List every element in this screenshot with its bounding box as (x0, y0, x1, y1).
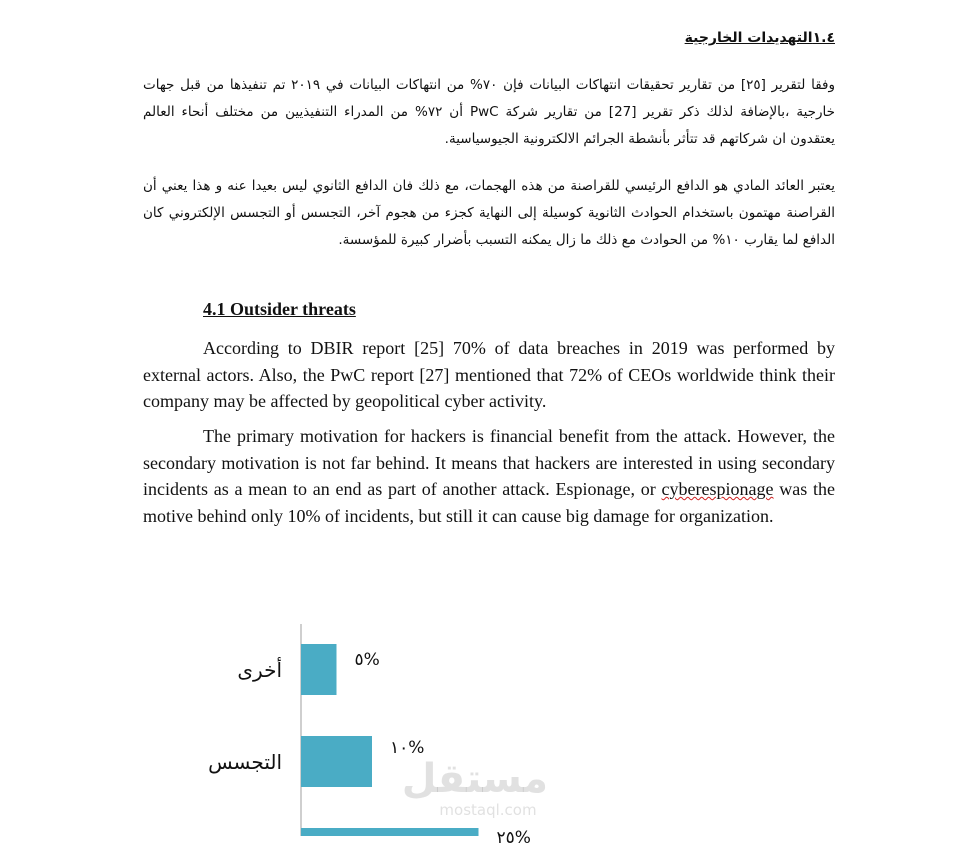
chart-category-label: أخرى (237, 658, 282, 682)
mostaql-watermark (401, 756, 548, 819)
chart-value-label: %٥ (354, 650, 380, 670)
english-paragraph-2-part-a: The primary motivation for hackers is financial benefit from the attack. However, the secondary motivation is not far behind. It means that hackers are interested in using secondary incidents as a mean to an end as part of another attack. Espionage, or (143, 426, 835, 499)
watermark-latin-text: mostaql.com (439, 801, 537, 819)
english-paragraph-1: According to DBIR report [25] 70% of data breaches in 2019 was performed by external actors. Also, the PwC report [27] mentioned that 72% of CEOs worldwide think their company may be affected by geopolitical cyber activity. (143, 338, 835, 411)
english-paragraph-2 (143, 423, 835, 529)
arabic-paragraph-1: وفقا لتقرير [٢٥] من تقارير تحقيقات انتهاكات البيانات فإن ٧٠% من انتهاكات البيانات في ٢٠١٩ تم تنفيذها من قبل جهات خارجية ،بالإضافة لذلك ذكر تقرير [27] من تقارير شركة PwC أن ٧٢% من المدراء التنفيذيين من مختلف أنحاء العالم يعتقدون ان شركاتهم قد تتأثر بأنشطة الجرائم الالكترونية الجيوسياسية. (143, 77, 835, 147)
english-paragraph-2-part-b: was the motive behind only 10% of incidents, but still it can cause big damage for organization. (143, 479, 835, 526)
chart-value-label: %٢٥ (496, 828, 531, 848)
arabic-section-heading: ١.٤التهديدات الخارجية (684, 30, 835, 46)
chart-value-label: %١٠ (390, 738, 425, 758)
chart-category-label: التجسس (208, 750, 282, 774)
spellcheck-word: cyberespionage (661, 479, 774, 499)
chart-bar (301, 828, 479, 836)
chart-bar (301, 644, 337, 695)
english-section-heading: 4.1 Outsider threats (203, 299, 356, 319)
arabic-paragraph-2: يعتبر العائد المادي هو الدافع الرئيسي للقراصنة من هذه الهجمات، مع ذلك فان الدافع الثانوي ليس بعيدا عنه و هذا يعني أن القراصنة مهتمون باستخدام الحوادث الثانوية كوسيلة إلى النهاية كجزء من هجوم آخر، التجسس أو التجسس الإلكتروني كان الدافع لما يقارب ١٠% من الحوادث مع ذلك ما زال يمكنه التسبب بأضرار كبيرة للمؤسسة. (143, 178, 835, 248)
chart-bar (301, 736, 372, 787)
watermark-arabic-text: مستقل (401, 756, 548, 802)
